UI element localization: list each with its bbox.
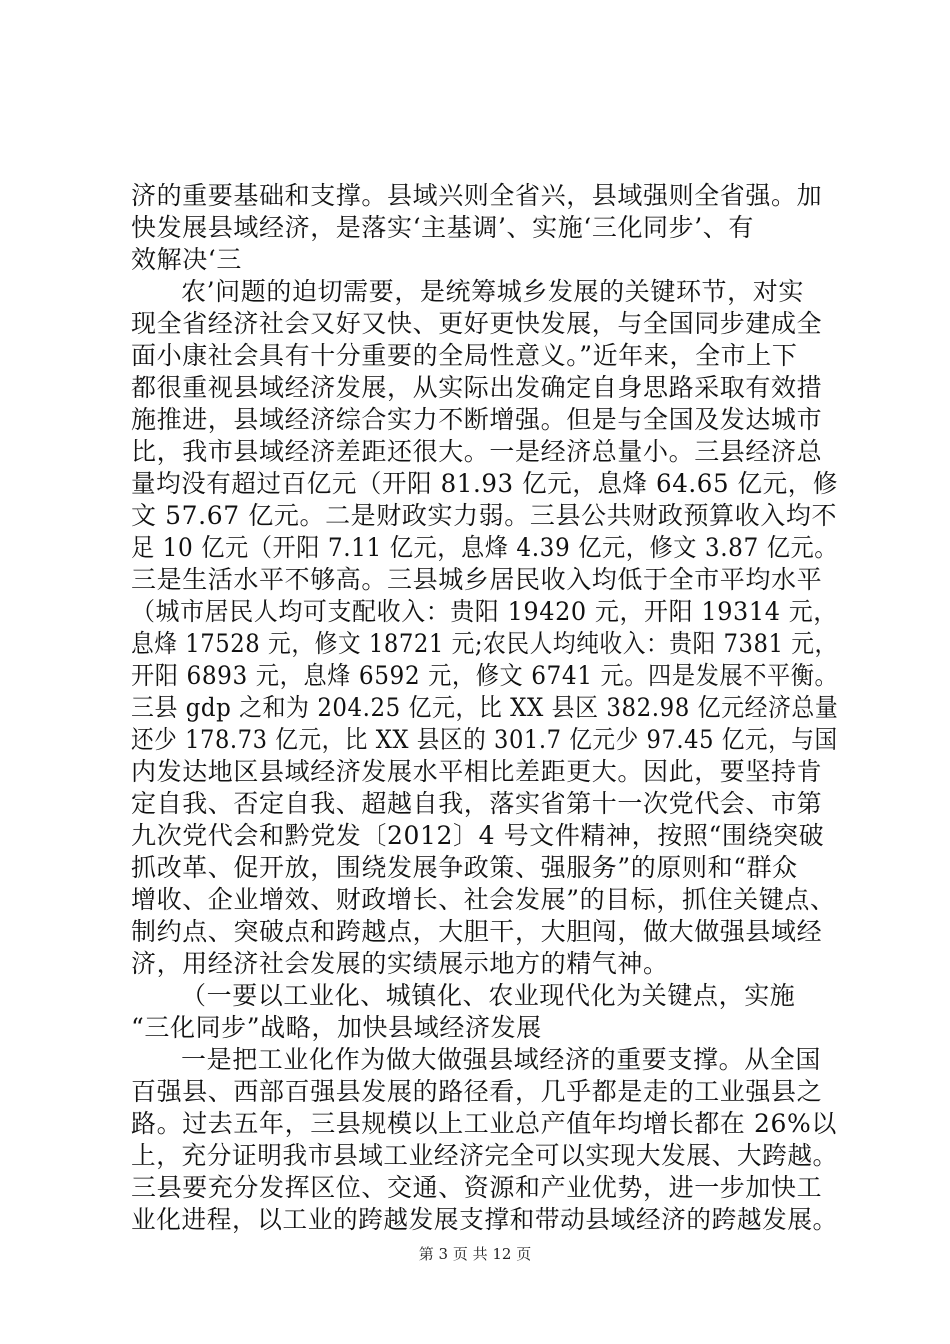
text-line: 效解决‘三 [131, 245, 242, 274]
text-line: 三县 gdp 之和为 204.25 亿元，比 XX 县区 382.98 亿元经济总量 [131, 693, 839, 722]
text-line: 济，用经济社会发展的实绩展示地方的精气神。 [131, 949, 669, 978]
text-line: 比，我市县域经济差距还很大。一是经济总量小。三县经济总 [131, 437, 823, 466]
text-line: 都很重视县域经济发展，从实际出发确定自身思路采取有效措 [131, 373, 823, 402]
text-line: 面小康社会具有十分重要的全局性意义。”近年来，全市上下 [131, 341, 798, 370]
text-line: 九次党代会和黔党发〔2012〕4 号文件精神，按照“围绕突破 [131, 821, 825, 850]
text-line: 快发展县域经济，是落实‘主基调’、实施‘三化同步’、有 [131, 213, 754, 242]
text-line: 定自我、否定自我、超越自我，落实省第十一次党代会、市第 [131, 789, 823, 818]
page-number-footer: 第 3 页 共 12 页 [418, 1245, 532, 1263]
text-line: 足 10 亿元（开阳 7.11 亿元，息烽 4.39 亿元，修文 3.87 亿元。 [131, 533, 838, 562]
text-line: 一是把工业化作为做大做强县域经济的重要支撑。从全国 [181, 1045, 822, 1074]
text-line: 息烽 17528 元，修文 18721 元;农民人均纯收入：贵阳 7381 元， [131, 629, 838, 658]
text-line: 路。过去五年，三县规模以上工业总产值年均增长都在 26%以 [131, 1109, 837, 1138]
text-line: （城市居民人均可支配收入：贵阳 19420 元，开阳 19314 元， [131, 597, 838, 626]
text-line: 现全省经济社会又好又快、更好更快发展，与全国同步建成全 [131, 309, 823, 338]
text-line: 文 57.67 亿元。二是财政实力弱。三县公共财政预算收入均不 [131, 501, 838, 530]
text-line: 内发达地区县域经济发展水平相比差距更大。因此，要坚持肯 [131, 757, 823, 786]
text-line: 上，充分证明我市县域工业经济完全可以实现大发展、大跨越。 [131, 1141, 838, 1170]
text-line: 三县要充分发挥区位、交通、资源和产业优势，进一步加快工 [131, 1173, 823, 1202]
text-line: 抓改革、促开放，围绕发展争政策、强服务”的原则和“群众 [131, 853, 798, 882]
text-line: 开阳 6893 元，息烽 6592 元，修文 6741 元。四是发展不平衡。 [131, 661, 839, 690]
text-line: 增收、企业增效、财政增长、社会发展”的目标，抓住关键点、 [131, 885, 836, 914]
text-line: 业化进程，以工业的跨越发展支撑和带动县域经济的跨越发展。 [131, 1205, 838, 1234]
text-line: 农’问题的迫切需要，是统筹城乡发展的关键环节，对实 [181, 277, 804, 306]
text-line: 量均没有超过百亿元（开阳 81.93 亿元，息烽 64.65 亿元，修 [131, 469, 838, 498]
text-line: 百强县、西部百强县发展的路径看，几乎都是走的工业强县之 [131, 1077, 823, 1106]
text-line: “三化同步”战略，加快县域经济发展 [131, 1013, 542, 1042]
text-line: 三是生活水平不够高。三县城乡居民收入均低于全市平均水平 [131, 565, 823, 594]
text-line: （一要以工业化、城镇化、农业现代化为关键点，实施 [181, 981, 796, 1010]
text-line: 制约点、突破点和跨越点，大胆干，大胆闯，做大做强县域经 [131, 917, 823, 946]
text-line: 济的重要基础和支撑。县域兴则全省兴，县域强则全省强。加 [131, 181, 823, 210]
text-line: 还少 178.73 亿元，比 XX 县区的 301.7 亿元少 97.45 亿元，与国 [131, 725, 838, 754]
text-line: 施推进，县域经济综合实力不断增强。但是与全国及发达城市 [131, 405, 823, 434]
